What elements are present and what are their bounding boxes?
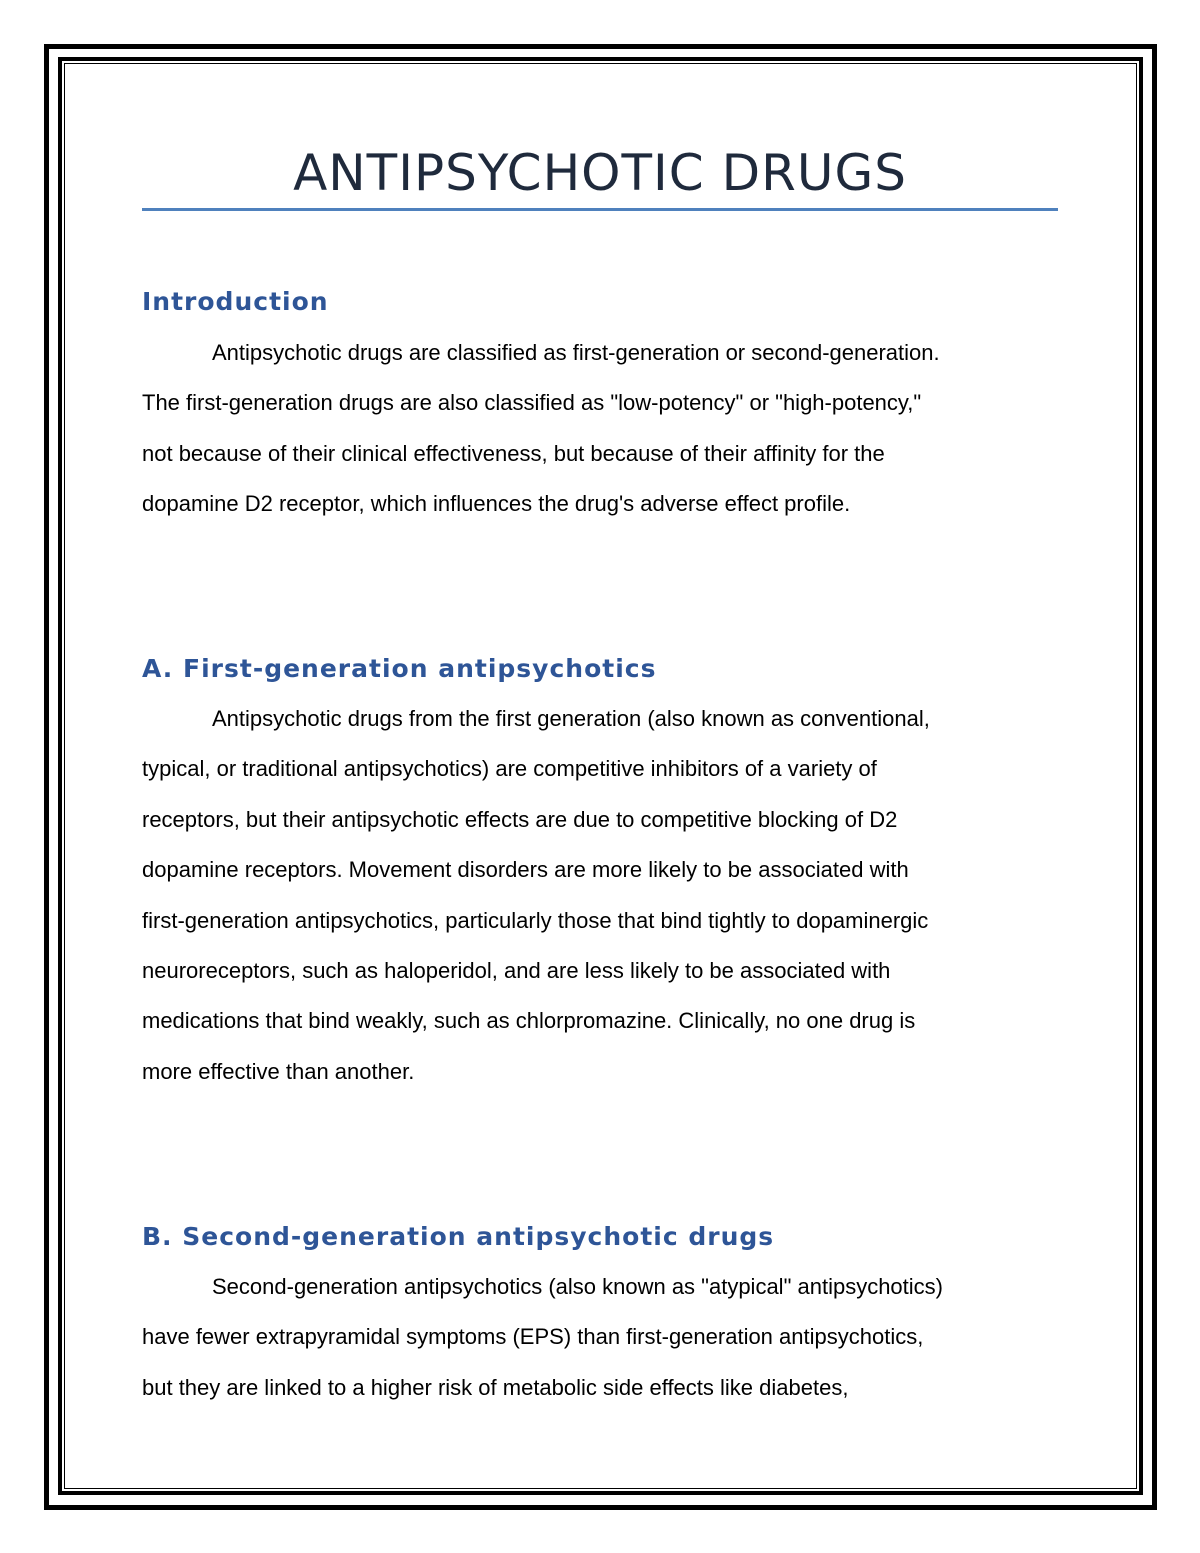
paragraph-line: dopamine D2 receptor, which influences the drug's adverse effect profile. — [142, 491, 851, 517]
paragraph-line: The first-generation drugs are also classified as "low-potency" or "high-potency," — [142, 390, 922, 416]
paragraph-line: have fewer extrapyramidal symptoms (EPS) than first-generation antipsychotics, — [142, 1324, 924, 1350]
document-title: ANTIPSYCHOTIC DRUGS — [293, 144, 907, 202]
paragraph-line: medications that bind weakly, such as chlorpromazine. Clinically, no one drug is — [142, 1008, 916, 1034]
paragraph-line: more effective than another. — [142, 1058, 415, 1084]
paragraph-line: first-generation antipsychotics, particularly those that bind tightly to dopaminergic — [142, 907, 929, 933]
section-heading-introduction: Introduction — [142, 287, 329, 316]
paragraph-line: Antipsychotic drugs are classified as first-generation or second-generation. — [212, 340, 940, 365]
paragraph-line: not because of their clinical effectiveness, but because of their affinity for the — [142, 440, 885, 466]
paragraph-line: neuroreceptors, such as haloperidol, and are less likely to be associated with — [142, 958, 891, 984]
paragraph-line: Antipsychotic drugs from the first generation (also known as conventional, — [212, 706, 930, 731]
paragraph-line: but they are linked to a higher risk of metabolic side effects like diabetes, — [142, 1374, 849, 1400]
title-underline-rule — [142, 208, 1058, 211]
paragraph-introduction — [142, 328, 1072, 530]
paragraph-second-generation — [142, 1262, 1072, 1413]
paragraph-line: Second-generation antipsychotics (also known as "atypical" antipsychotics) — [212, 1274, 943, 1299]
paragraph-line: dopamine receptors. Movement disorders are more likely to be associated with — [142, 857, 909, 883]
paragraph-line: typical, or traditional antipsychotics) are competitive inhibitors of a variety of — [142, 756, 877, 782]
paragraph-line: receptors, but their antipsychotic effects are due to competitive blocking of D2 — [142, 806, 898, 832]
section-heading-second-generation: B. Second-generation antipsychotic drugs — [142, 1222, 775, 1251]
paragraph-first-generation — [142, 694, 1072, 1097]
section-heading-first-generation: A. First-generation antipsychotics — [142, 654, 657, 683]
